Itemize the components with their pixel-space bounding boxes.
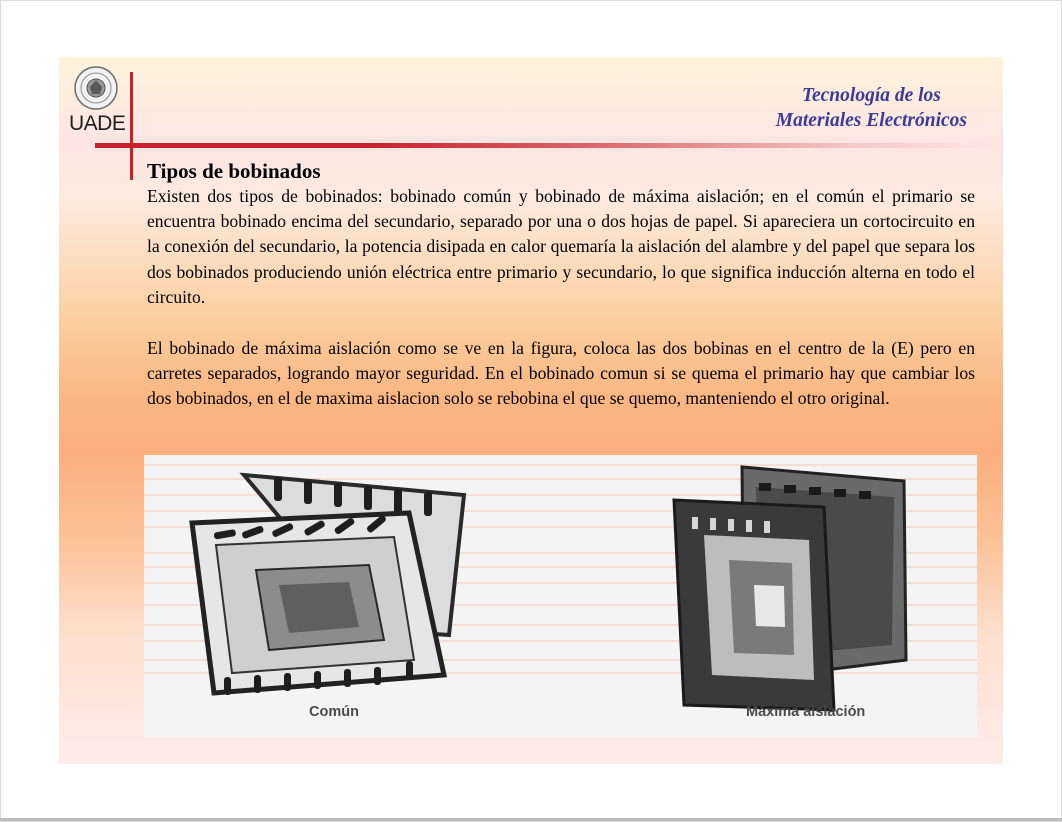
common-winding-drawing: [192, 475, 464, 695]
caption-common: Común: [309, 704, 359, 720]
winding-illustration: [144, 455, 977, 737]
logo-text: UADE: [69, 112, 126, 135]
university-seal-icon: [73, 65, 119, 111]
course-title: [776, 83, 967, 133]
caption-max-insulation: Máxima aislación: [746, 704, 866, 720]
slide: [59, 57, 1003, 764]
paragraph-1: Existen dos tipos de bobinados: bobinado común y bobinado de máxima aislación; en el común el primario se encuentra bobinado encima del secundario, separado por una o dos hojas de papel. Si apareciera un cortocircuito en la conexión del secundario, la potencia disipada en calor quemaría la aislación del alambre y del papel que separa los dos bobinados produciendo unión eléctrica entre primario y secundario, lo que significa inducción alterna en todo el circuito.: [147, 186, 975, 307]
header-red-horizontal-line: [95, 143, 991, 148]
slide-heading: Tipos de bobinados: [147, 159, 321, 183]
course-title-line2: Materiales Electrónicos: [775, 110, 967, 131]
winding-types-figure: [144, 455, 977, 737]
header-red-vertical-line: [130, 72, 133, 180]
uade-logo: [69, 65, 126, 135]
page-bottom-rule: [0, 818, 1062, 821]
course-title-line1: Tecnología de los: [801, 85, 941, 106]
paragraph-2: El bobinado de máxima aislación como se ve en la figura, coloca las dos bobinas en el centro de la (E) pero en carretes separados, logrando mayor seguridad. En el bobinado comun si se quema el primario hay que cambiar los dos bobinados, en el de maxima aislacion solo se rebobina el que se quemo, manteniendo el otro original.: [147, 338, 975, 409]
max-insulation-winding-drawing: [674, 467, 906, 710]
